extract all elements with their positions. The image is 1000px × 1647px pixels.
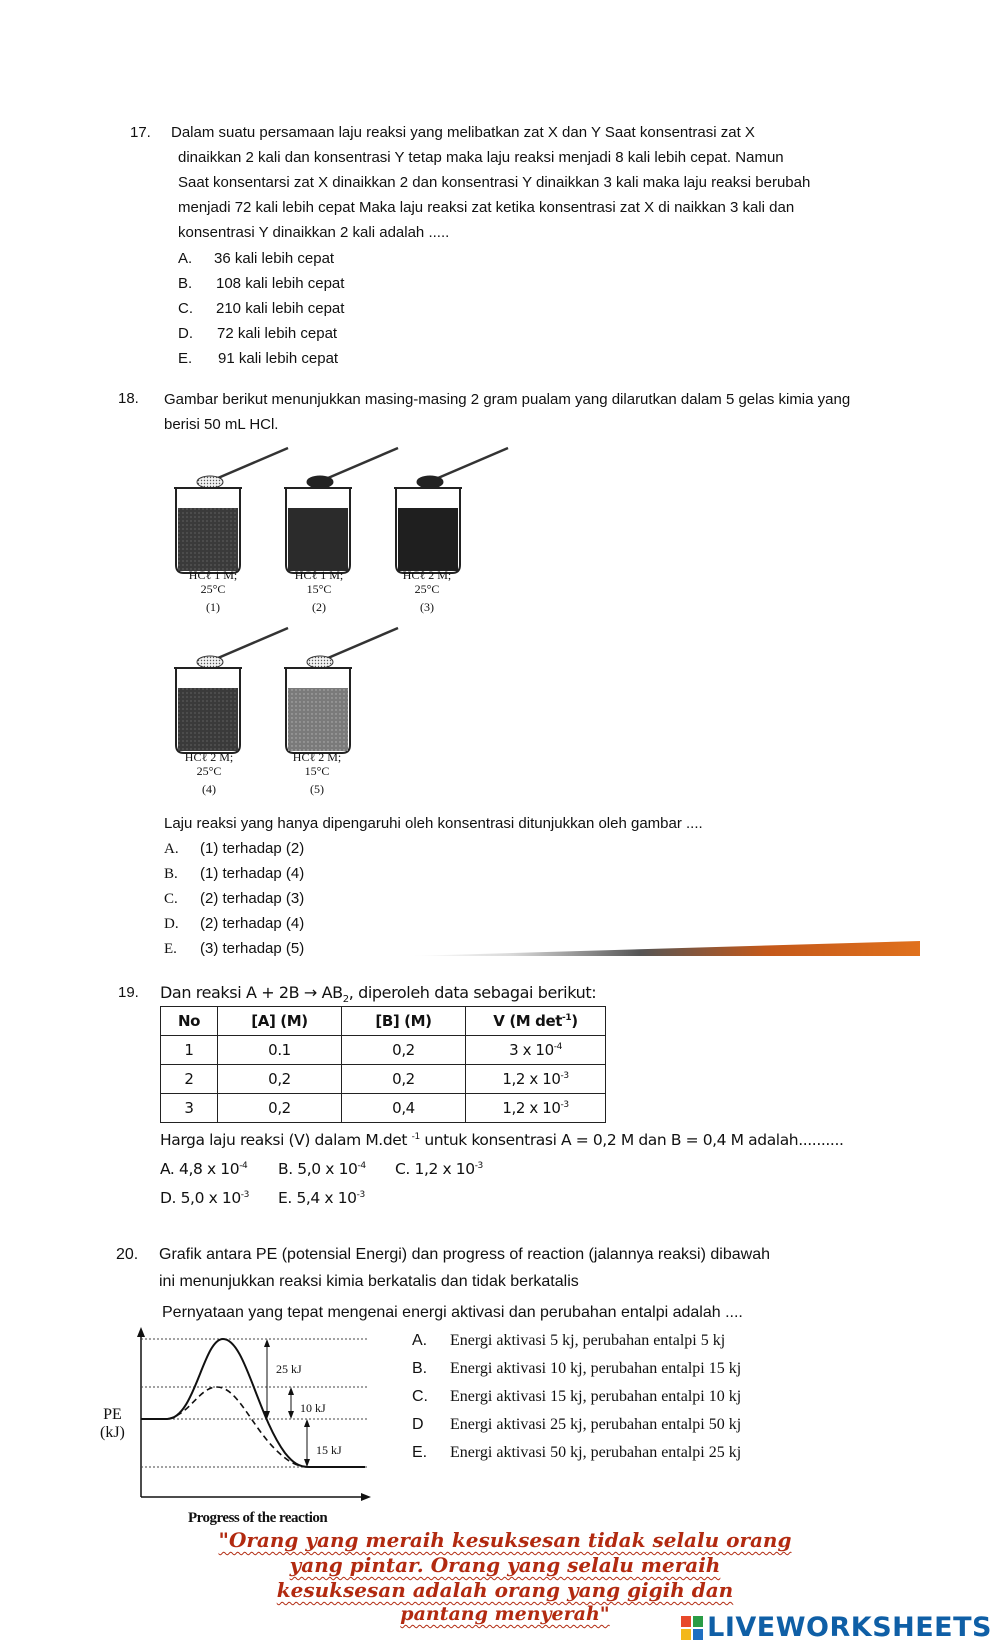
label-25kj: 25 kJ [276, 1362, 302, 1376]
beaker-1-label: HCℓ 1 M; 25°C (1) [188, 568, 238, 614]
beaker-3-label: HCℓ 2 M; 25°C (3) [402, 568, 452, 614]
q18-option-c[interactable] [164, 890, 304, 908]
option-text: 36 kali lebih cepat [214, 250, 335, 267]
option-text: (1) terhadap (4) [200, 865, 305, 882]
option-letter: A. [178, 250, 193, 267]
q19-option-c[interactable]: C. 1,2 x $10^{-3}$ [395, 1160, 483, 1178]
beaker-2-label: HCℓ 1 M; 15°C (2) [294, 568, 344, 614]
beaker-5 [284, 628, 398, 753]
option-letter: B. [164, 866, 178, 882]
option-text: (3) terhadap (5) [200, 940, 305, 957]
table-row [161, 1036, 606, 1065]
header-no: No [161, 1007, 218, 1036]
q17-text-line: dinaikkan 2 kali dan konsentrasi Y tetap maka laju reaksi menjadi 8 kali lebih cepat. Namun [178, 149, 784, 166]
option-text: 108 kali lebih cepat [216, 275, 345, 292]
q20-number: 20. [116, 1246, 139, 1263]
beaker-2 [284, 448, 398, 573]
q17-option-d[interactable] [178, 325, 337, 342]
y-axis-arrow-icon [137, 1327, 145, 1337]
beakers-figure [170, 440, 510, 800]
cell-a: 0,2 [218, 1094, 342, 1123]
q19-option-e[interactable]: E. 5,4 x $10^{-3}$ [278, 1189, 365, 1207]
q17-text-line: Saat konsentarsi zat X dinaikkan 2 dan konsentrasi Y dinaikkan 3 kali maka laju reaksi berubah [178, 174, 811, 191]
q20-option-e[interactable] [412, 1444, 741, 1462]
q18-prompt: Laju reaksi yang hanya dipengaruhi oleh konsentrasi ditunjukkan oleh gambar .... [164, 815, 703, 832]
q17-text-line: menjadi 72 kali lebih cepat Maka laju reaksi zat ketika konsentrasi zat X di naikkan 3 kali dan [178, 199, 795, 216]
cell-a: 0,2 [218, 1065, 342, 1094]
q17-text-line: Dalam suatu persamaan laju reaksi yang melibatkan zat X dan Y Saat konsentrasi zat X [171, 124, 755, 141]
option-letter: C. [164, 891, 178, 907]
cell-no: 3 [161, 1094, 218, 1123]
option-letter: C. [178, 300, 193, 317]
option-letter: A. [412, 1332, 428, 1349]
liveworksheets-icon [681, 1616, 703, 1640]
option-text: Energi aktivasi 15 kj, perubahan entalpi 10 kj [450, 1388, 742, 1405]
q18-option-a[interactable] [164, 840, 304, 858]
cell-v: 1,2 x $10^{-3}$ [466, 1065, 606, 1094]
q20-option-a[interactable] [412, 1332, 725, 1350]
option-text: 72 kali lebih cepat [217, 325, 338, 342]
option-letter: E. [164, 941, 177, 957]
option-text: Energi aktivasi 25 kj, perubahan entalpi 50 kj [450, 1416, 742, 1433]
q18-option-b[interactable] [164, 865, 304, 883]
table-row [161, 1094, 606, 1123]
q17-number: 17. [130, 124, 151, 141]
option-letter: B. [412, 1360, 428, 1377]
q17-text-line: konsentrasi Y dinaikkan 2 kali adalah ..... [178, 224, 450, 241]
cell-b: 0,4 [342, 1094, 466, 1123]
option-letter: A. [164, 841, 179, 857]
rate-data-table [160, 1006, 606, 1123]
q19-option-a[interactable]: A. 4,8 x $10^{-4}$ [160, 1160, 248, 1178]
header-b: [B] (M) [342, 1007, 466, 1036]
x-axis-arrow-icon [361, 1493, 371, 1501]
cell-no: 1 [161, 1036, 218, 1065]
option-letter: D [412, 1416, 424, 1433]
q20-option-b[interactable] [412, 1360, 741, 1378]
table-row [161, 1065, 606, 1094]
q20-option-c[interactable] [412, 1388, 741, 1406]
option-letter: D. [178, 325, 193, 342]
quote-line: "Orang yang meraih kesuksesan tidak selalu orang [218, 1528, 792, 1552]
label-15kj: 15 kJ [316, 1443, 342, 1457]
q20-text-line: ini menunjukkan reaksi kimia berkatalis dan tidak berkatalis [159, 1273, 579, 1290]
beaker-3 [394, 448, 508, 573]
q19-number: 19. [118, 984, 139, 1001]
q17-option-e[interactable] [178, 350, 338, 367]
option-text: 91 kali lebih cepat [218, 350, 339, 367]
cell-b: 0,2 [342, 1065, 466, 1094]
q20-option-d[interactable] [412, 1416, 741, 1434]
header-a: [A] (M) [218, 1007, 342, 1036]
q19-option-b[interactable]: B. 5,0 x $10^{-4}$ [278, 1160, 366, 1178]
q18-option-e[interactable] [164, 940, 304, 958]
q19-option-d[interactable]: D. 5,0 x $10^{-3}$ [160, 1189, 249, 1207]
quote-line: kesuksesan adalah orang yang gigih dan [276, 1578, 734, 1602]
option-letter: B. [178, 275, 193, 292]
option-letter: C. [412, 1388, 428, 1405]
label-10kj: 10 kJ [300, 1401, 326, 1415]
option-text: Energi aktivasi 10 kj, perubahan entalpi 15 kj [450, 1360, 742, 1377]
q17-option-c[interactable] [178, 300, 344, 317]
liveworksheets-logo[interactable] [681, 1612, 992, 1643]
q19-question: Harga laju reaksi (V) dalam M.det $^{-1}$ untuk konsentrasi A = 0,2 M dan B = 0,4 M adalah.......... [160, 1131, 844, 1149]
header-v: V (M $\det^{-1}$) [466, 1007, 606, 1036]
q19-intro: Dan reaksi $A + 2B \to AB_2$, diperoleh data sebagai berikut: [160, 983, 597, 1006]
option-text: (1) terhadap (2) [200, 840, 305, 857]
q18-option-d[interactable] [164, 915, 304, 933]
q18-text-line: Gambar berikut menunjukkan masing-masing 2 gram pualam yang dilarutkan dalam 5 gelas kimia yang [164, 391, 851, 408]
option-letter: E. [178, 350, 193, 367]
q20-text-line: Grafik antara PE (potensial Energi) dan progress of reaction (jalannya reaksi) dibawah [159, 1246, 770, 1263]
y-axis-label: PE (kJ) [100, 1406, 125, 1441]
x-axis-label: Progress of the reaction [188, 1510, 328, 1526]
q20-prompt: Pernyataan yang tepat mengenai energi aktivasi dan perubahan entalpi adalah .... [162, 1304, 743, 1321]
cell-v: 1,2 x $10^{-3}$ [466, 1094, 606, 1123]
option-letter: E. [412, 1444, 428, 1461]
beaker-4 [174, 628, 288, 753]
quote-line: pantang menyerah" [400, 1603, 610, 1625]
q18-number: 18. [118, 390, 139, 407]
option-text: Energi aktivasi 5 kj, perubahan entalpi 5 kj [450, 1332, 726, 1349]
beaker-1 [174, 448, 288, 573]
energy-profile-graph [95, 1325, 385, 1525]
option-text: (2) terhadap (4) [200, 915, 305, 932]
q17-option-a[interactable] [178, 250, 334, 267]
option-text: Energi aktivasi 50 kj, perubahan entalpi 25 kj [450, 1444, 742, 1461]
beaker-4-label: HCℓ 2 M; 25°C (4) [184, 750, 234, 796]
brand-name: LIVEWORKSHEETS [707, 1612, 992, 1643]
decorative-bar [410, 941, 920, 956]
cell-no: 2 [161, 1065, 218, 1094]
beaker-5-label: HCℓ 2 M; 15°C (5) [292, 750, 342, 796]
cell-v: 3 x $10^{-4}$ [466, 1036, 606, 1065]
quote-line: yang pintar. Orang yang selalu meraih [289, 1553, 721, 1577]
option-letter: D. [164, 916, 179, 932]
option-text: 210 kali lebih cepat [216, 300, 345, 317]
q18-text-line: berisi 50 mL HCl. [164, 416, 279, 433]
q17-option-b[interactable] [178, 275, 344, 292]
option-text: (2) terhadap (3) [200, 890, 305, 907]
cell-a: 0.1 [218, 1036, 342, 1065]
cell-b: 0,2 [342, 1036, 466, 1065]
table-header-row [161, 1007, 606, 1036]
